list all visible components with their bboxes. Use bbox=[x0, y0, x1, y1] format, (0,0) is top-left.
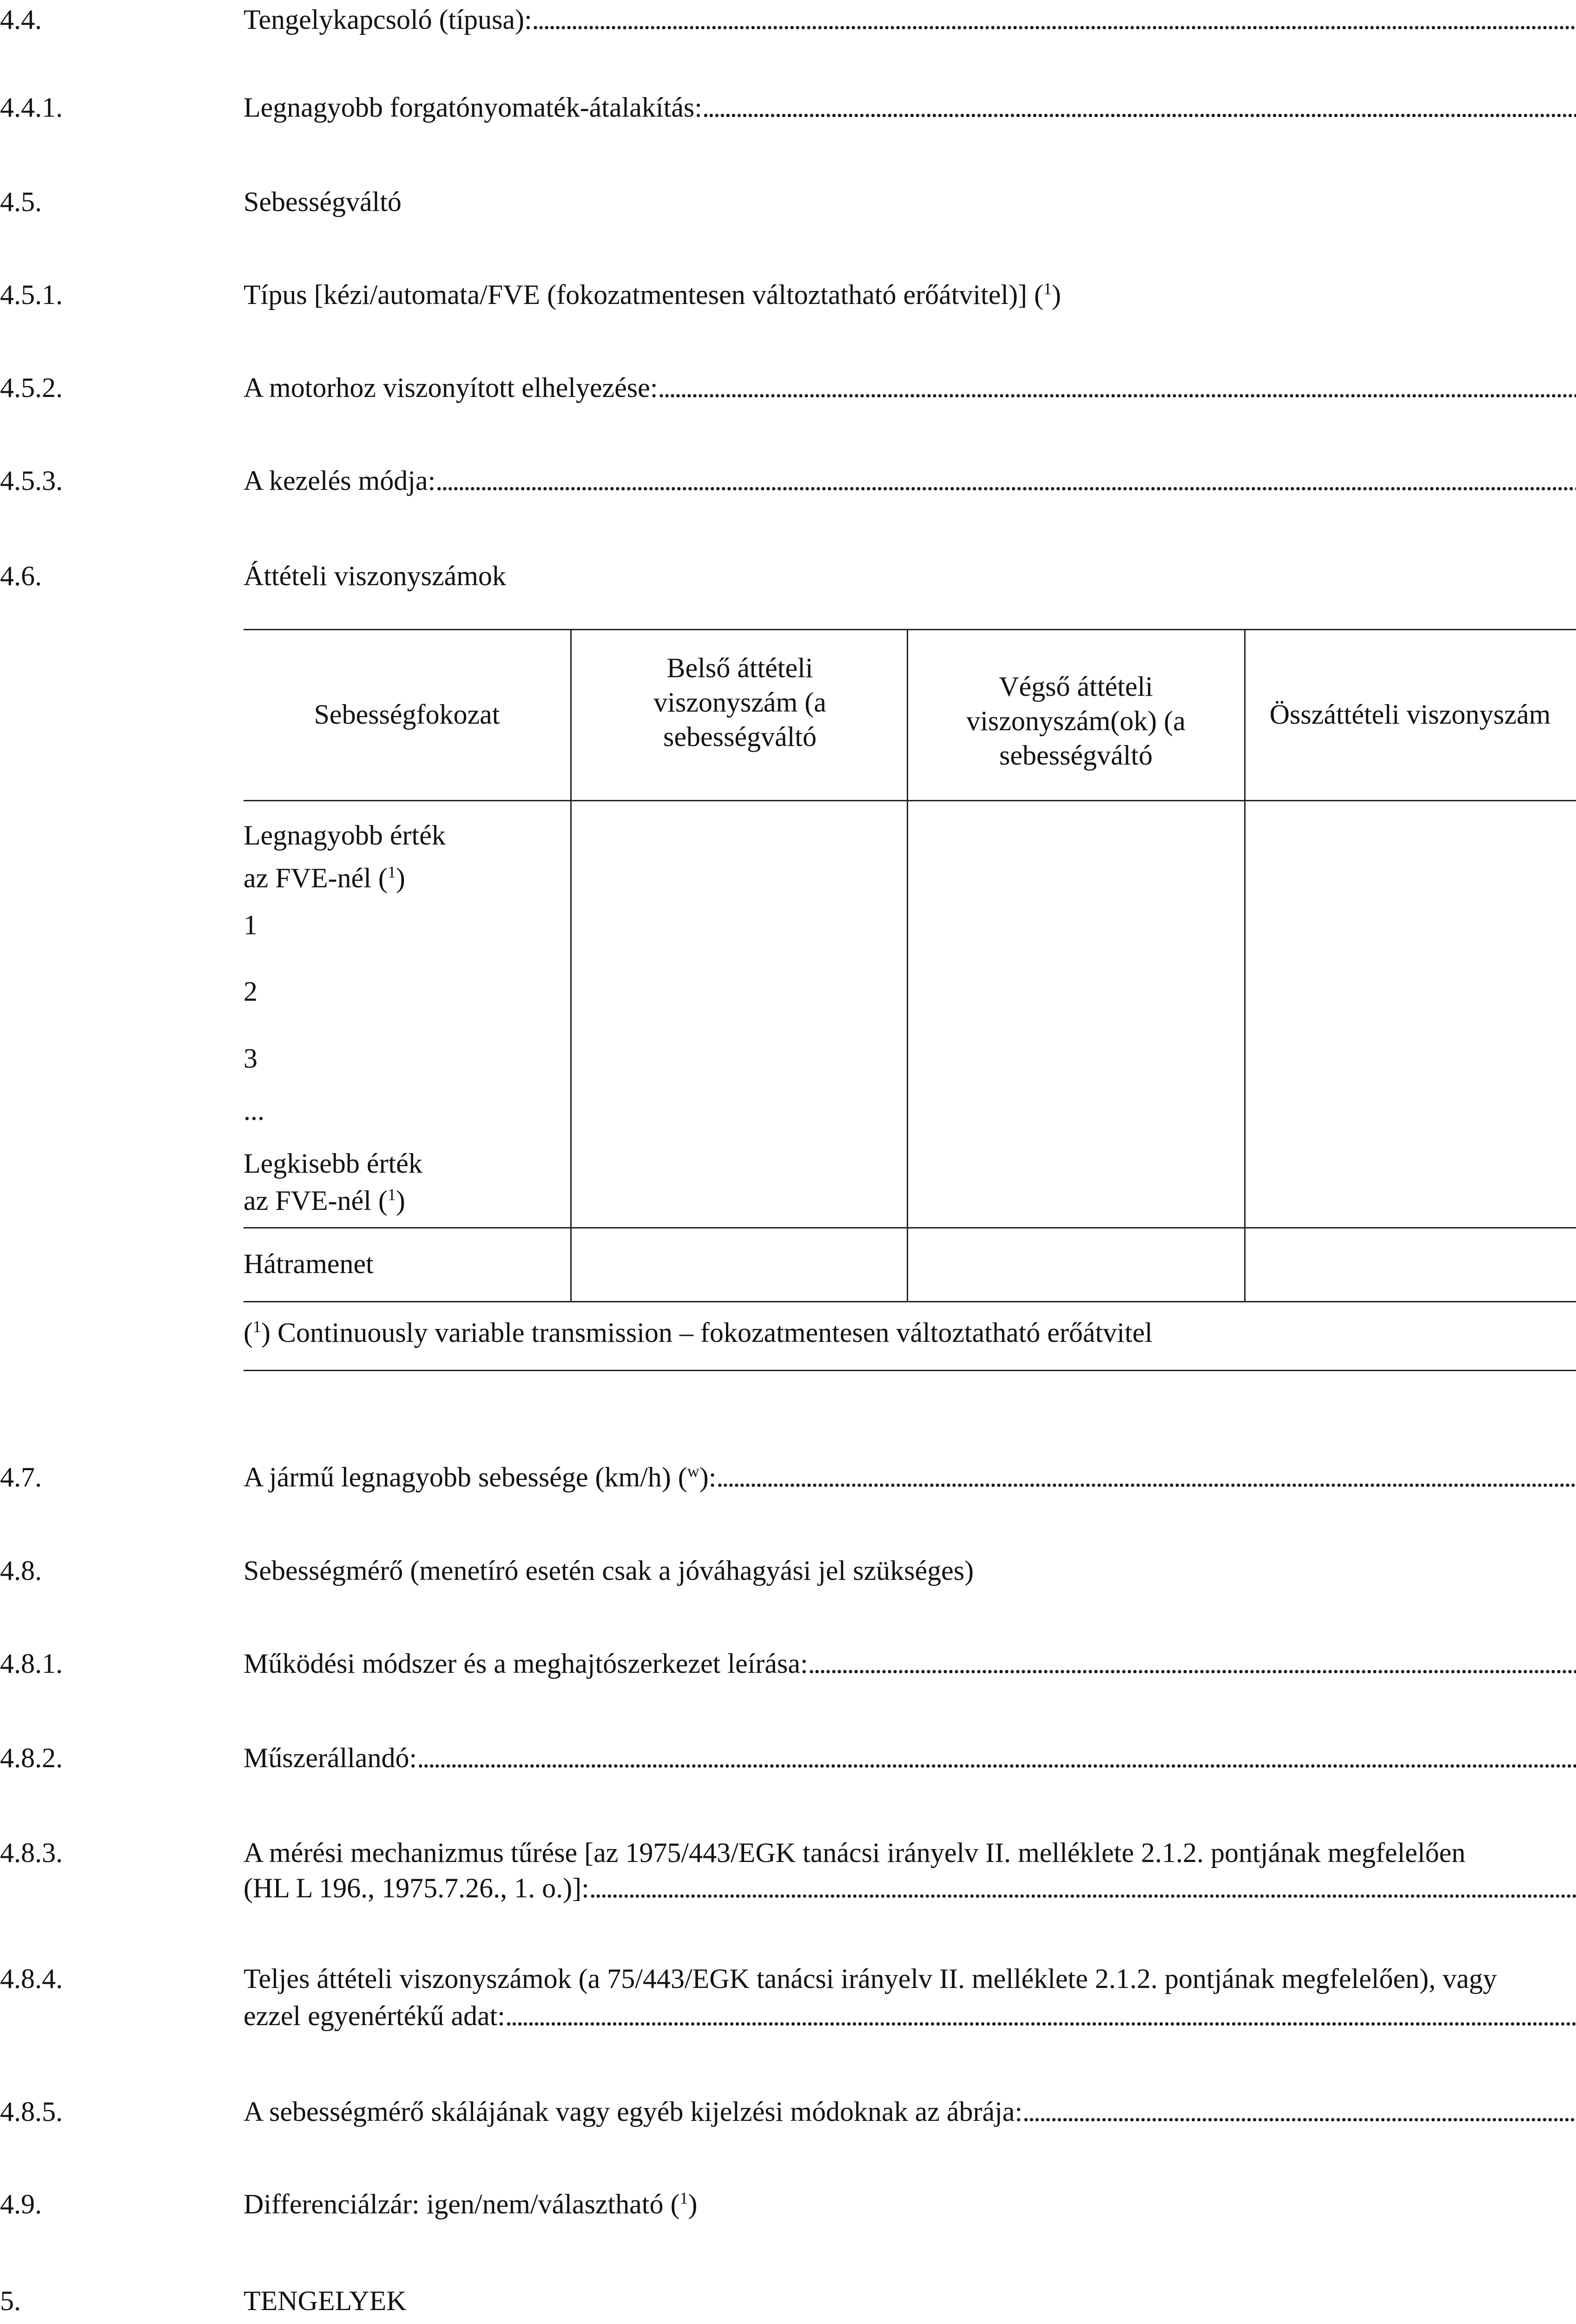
item-label-line1: A mérési mechanizmus tűrése [az 1975/443/EGK tanácsi irányelv II. melléklete 2.1.2. pontjának megfelelően bbox=[244, 1837, 1466, 1868]
item-number: 4.8.5. bbox=[0, 2096, 63, 2127]
item-number: 4.4. bbox=[0, 4, 42, 35]
table-header-gear: Sebességfokozat bbox=[314, 699, 500, 730]
item-label: A sebességmérő skálájának vagy egyéb kijelzési módoknak az ábrája: bbox=[244, 2096, 1023, 2127]
item-number: 4.7. bbox=[0, 1462, 42, 1492]
footnote-ref: 1 bbox=[679, 2189, 688, 2207]
footnote-ref: w bbox=[687, 1462, 699, 1480]
fill-in-field[interactable] bbox=[1022, 2094, 1576, 2129]
table-column-rule bbox=[907, 629, 908, 1302]
document-page: 4.4. Tengelykapcsoló (típusa): . . . 4.4.1. Legnagyobb forgatónyomaték-átalakítás: . . . 4.5. Sebességváltó 4.5.1. Típus [kézi/automata/FVE (fokozatmentesen változtatható erőátvitel)] ($^1$) 4.5.2. A motorhoz viszonyított elhelyezése: . . . 4.5.3. A kezelés módja: . . . 4.6. Áttételi viszonyszámok Sebességfokozat Belső áttételi viszonyszám (a sebességváltó Végső áttételi viszonyszám(ok) (a sebességváltó Összáttételi viszonyszám Legnagyobb érték az FVE-nél ($^1$) 1 2 3 ... Legkisebb érték az FVE-nél ($^1$) Hátramenet ($^1$) Continuously variable transmission – fokozatmentesen változtatható erőátvitel 4.7. A jármű legnagyobb sebessége (km/h) ($^w$): . . . 4.8. Sebességmérő (menetíró esetén csak a jóváhagyási jel szükséges) 4.8.1. Működési módszer és a meghajtószerkezet leírása: . . . 4.8.2. Műszerállandó: . . . 4.8.3. A mérési mechanizmus tűrése [az 1975/443/EGK tanácsi irányelv II. melléklete 2.1.2. pontjának megfelelően (HL L 196., 1975.7.26., 1. o.)]: . . . 4.8.4. Teljes áttételi viszonyszámok (a 75/443/EGK tanácsi irányelv II. melléklete 2.1.2. pontjának megfelelően), vagy ezzel egyenértékű adat: . . . 4.8.5. A sebességmérő skálájának vagy egyéb kijelzési módoknak az ábrája: . . . 4.9. Differenciálzár: igen/nem/választható ($^1$) 5. TENGELYEK bbox=[0, 0, 1576, 2324]
table-column-rule bbox=[570, 629, 572, 1302]
item-number: 4.6. bbox=[0, 561, 42, 591]
footnote-ref: 1 bbox=[252, 1317, 261, 1336]
table-row-label: 2 bbox=[244, 976, 257, 1007]
table-footnote: ($^1$) Continuously variable transmission – fokozatmentesen változtatható erőátvitel bbox=[244, 1317, 1153, 1348]
item-label: Sebességmérő (menetíró esetén csak a jóváhagyási jel szükséges) bbox=[244, 1555, 974, 1586]
item-label-line2: ezzel egyenértékű adat: bbox=[244, 2000, 505, 2031]
table-row-label: 1 bbox=[244, 910, 257, 940]
item-label-tail: ) bbox=[1052, 279, 1061, 310]
footnote-ref: 1 bbox=[1043, 279, 1052, 298]
section-heading: TENGELYEK bbox=[244, 2285, 407, 2316]
table-row-label: 3 bbox=[244, 1043, 257, 1074]
item-label: Működési módszer és a meghajtószerkezet leírása: bbox=[244, 1648, 808, 1679]
item-number: 4.8. bbox=[0, 1555, 42, 1586]
item-label: Tengelykapcsoló (típusa): bbox=[244, 4, 532, 35]
fill-in-field[interactable] bbox=[505, 1998, 1576, 2034]
fill-in-field[interactable] bbox=[658, 370, 1576, 405]
item-number: 4.8.3. bbox=[0, 1837, 63, 1868]
item-label: Sebességváltó bbox=[244, 186, 402, 217]
item-label-line1: Teljes áttételi viszonyszámok (a 75/443/EGK tanácsi irányelv II. melléklete 2.1.2. pontjának megfelelően), vagy bbox=[244, 1963, 1497, 1994]
fill-in-field[interactable] bbox=[435, 463, 1576, 498]
table-rule bbox=[244, 800, 1576, 801]
item-label: A jármű legnagyobb sebessége (km/h) ($^w$): bbox=[244, 1462, 717, 1492]
item-number: 4.9. bbox=[0, 2189, 42, 2219]
item-number: 4.5. bbox=[0, 186, 42, 217]
table-row-label: Hátramenet bbox=[244, 1248, 374, 1279]
fill-in-field[interactable] bbox=[702, 90, 1576, 125]
item-number: 4.8.2. bbox=[0, 1743, 63, 1773]
footnote-ref: 1 bbox=[387, 1185, 396, 1204]
item-number: 4.5.2. bbox=[0, 372, 63, 403]
table-header-internal-ratio: Belső áttételi viszonyszám (a sebességváltó bbox=[653, 653, 826, 752]
table-rule bbox=[244, 629, 1576, 630]
item-number: 5. bbox=[0, 2285, 21, 2316]
item-label: Típus [kézi/automata/FVE (fokozatmentesen változtatható erőátvitel)] ( bbox=[244, 279, 1044, 310]
footnote-ref: 1 bbox=[387, 863, 396, 881]
table-row-label: ... bbox=[244, 1095, 264, 1126]
fill-in-field[interactable] bbox=[532, 2, 1576, 37]
item-number: 4.4.1. bbox=[0, 92, 63, 123]
item-number: 4.5.1. bbox=[0, 279, 63, 310]
item-label: A motorhoz viszonyított elhelyezése: bbox=[244, 372, 658, 403]
item-number: 4.8.4. bbox=[0, 1963, 63, 1994]
table-rule bbox=[244, 1227, 1576, 1228]
fill-in-field[interactable] bbox=[716, 1459, 1576, 1495]
table-rule bbox=[244, 1370, 1576, 1371]
table-header-final-ratio: Végső áttételi viszonyszám(ok) (a sebességváltó bbox=[966, 671, 1186, 771]
item-label-line2: (HL L 196., 1975.7.26., 1. o.)]: bbox=[244, 1873, 589, 1903]
table-row-label: az FVE-nél ($^1$) bbox=[244, 1185, 405, 1216]
item-label: Differenciálzár: igen/nem/választható ( bbox=[244, 2189, 680, 2219]
fill-in-field[interactable] bbox=[417, 1740, 1576, 1776]
table-rule bbox=[244, 1301, 1576, 1302]
item-number: 4.8.1. bbox=[0, 1648, 63, 1679]
item-label: Műszerállandó: bbox=[244, 1743, 417, 1773]
item-label: Legnagyobb forgatónyomaték-átalakítás: bbox=[244, 92, 702, 123]
item-label: A kezelés módja: bbox=[244, 465, 436, 496]
item-number: 4.5.3. bbox=[0, 465, 63, 496]
table-header-total-ratio: Összáttételi viszonyszám bbox=[1269, 699, 1551, 730]
item-label: Áttételi viszonyszámok bbox=[244, 561, 506, 591]
table-row-label: Legkisebb érték bbox=[244, 1148, 422, 1179]
table-row-label: Legnagyobb érték bbox=[244, 820, 446, 851]
fill-in-field[interactable] bbox=[589, 1870, 1576, 1906]
table-row-label: az FVE-nél ($^1$) bbox=[244, 863, 405, 893]
fill-in-field[interactable] bbox=[808, 1646, 1576, 1681]
